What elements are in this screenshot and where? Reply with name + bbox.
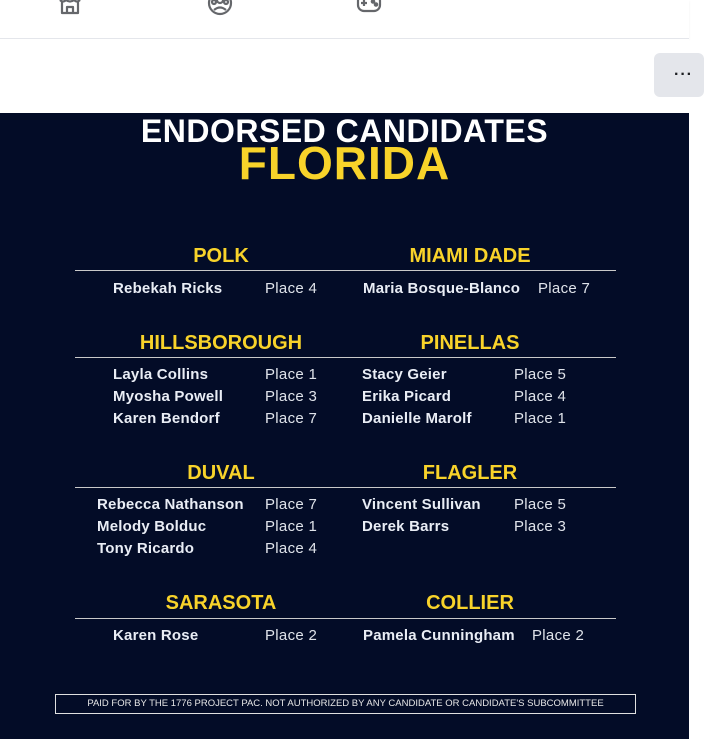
candidate-name: Karen Rose — [113, 627, 199, 644]
county-heading-hillsborough: HILLSBOROUGH — [139, 332, 303, 354]
county-heading-pinellas: PINELLAS — [420, 332, 520, 354]
more-options-button[interactable]: ··· — [654, 53, 704, 97]
post-toolbar — [0, 39, 689, 113]
county-heading-flagler: FLAGLER — [422, 462, 518, 484]
candidate-name: Derek Barrs — [362, 518, 450, 535]
candidate-name: Rebekah Ricks — [113, 280, 223, 297]
candidate-place: Place 7 — [265, 496, 318, 513]
poster-state: FLORIDA — [238, 137, 451, 189]
divider — [75, 270, 616, 271]
top-navigation-bar — [0, 0, 689, 39]
gaming-icon[interactable] — [354, 0, 384, 18]
candidate-place: Place 4 — [514, 388, 567, 405]
divider — [75, 618, 616, 619]
divider — [75, 357, 616, 358]
candidate-name: Melody Bolduc — [97, 518, 207, 535]
endorsement-poster — [0, 113, 689, 739]
candidate-name: Tony Ricardo — [97, 540, 195, 557]
candidate-place: Place 2 — [265, 627, 318, 644]
candidate-place: Place 1 — [265, 366, 318, 383]
county-heading-polk: POLK — [193, 245, 249, 267]
candidate-place: Place 5 — [514, 496, 567, 513]
county-heading-sarasota: SARASOTA — [165, 592, 277, 614]
candidate-place: Place 4 — [265, 280, 318, 297]
county-heading-duval: DUVAL — [187, 462, 255, 484]
candidate-name: Pamela Cunningham — [363, 627, 515, 644]
candidate-name: Myosha Powell — [113, 388, 224, 405]
candidate-name: Layla Collins — [113, 366, 209, 383]
paid-for-disclaimer: PAID FOR BY THE 1776 PROJECT PAC. NOT AUTHORIZED BY ANY CANDIDATE OR CANDIDATE'S SUBCOMMITTEE — [55, 694, 636, 714]
candidate-place: Place 5 — [514, 366, 567, 383]
poster-title: ENDORSED CANDIDATES — [140, 113, 549, 149]
candidate-place: Place 3 — [265, 388, 318, 405]
candidate-name: Vincent Sullivan — [362, 496, 481, 513]
candidate-name: Karen Bendorf — [113, 410, 220, 427]
county-heading-collier: COLLIER — [426, 592, 514, 614]
candidate-name: Danielle Marolf — [362, 410, 472, 427]
groups-icon[interactable] — [205, 0, 235, 18]
candidate-name: Erika Picard — [362, 388, 452, 405]
candidate-place: Place 3 — [514, 518, 567, 535]
candidate-place: Place 1 — [514, 410, 567, 427]
candidate-place: Place 4 — [265, 540, 318, 557]
candidate-place: Place 2 — [532, 627, 585, 644]
candidate-name: Rebecca Nathanson — [97, 496, 244, 513]
divider — [75, 487, 616, 488]
county-heading-miami-dade: MIAMI DADE — [409, 245, 531, 267]
candidate-name: Maria Bosque-Blanco — [363, 280, 521, 297]
marketplace-icon[interactable] — [55, 0, 85, 18]
candidate-place: Place 1 — [265, 518, 318, 535]
candidate-place: Place 7 — [538, 280, 591, 297]
candidate-place: Place 7 — [265, 410, 318, 427]
candidate-name: Stacy Geier — [362, 366, 447, 383]
